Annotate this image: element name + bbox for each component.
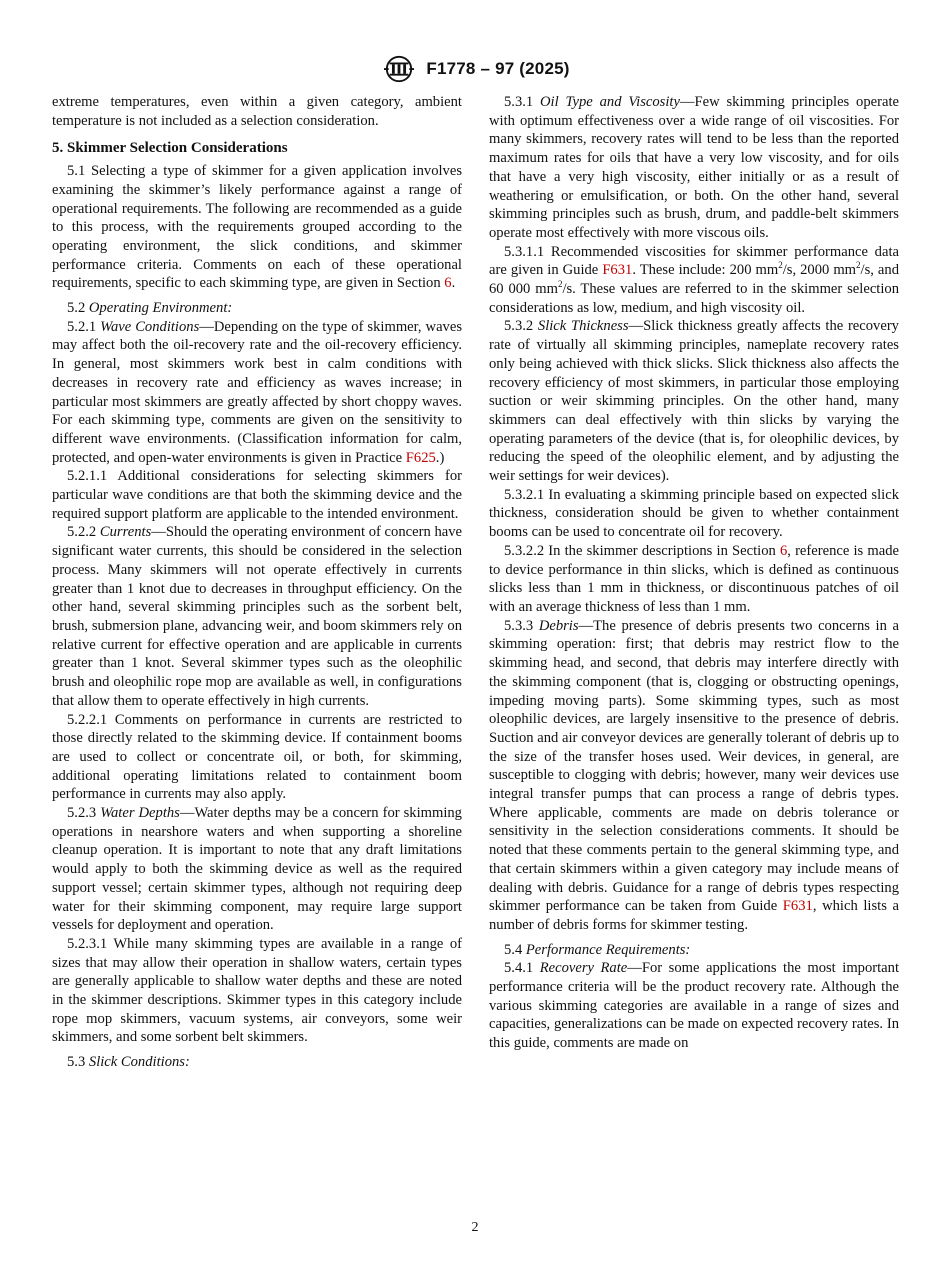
- paragraph-5-2-1: 5.2.1 Wave Conditions—Depending on the type of skimmer, waves may affect both the oil-recovery rate and the oil-recovery efficiency. In general, most skimmers work best in calm conditions with decreases in recovery rate and efficiency as waves increase; in particular most skimmers are greatly affected by short choppy waves. For each skimming type, comments are given on the sensitivity to different wave environments. (Classification information for calm, protected, and open-water environments is given in Practice F625.): [52, 318, 463, 466]
- paragraph-5-4: 5.4 Performance Requirements:: [504, 941, 691, 958]
- paragraph-5-3-2-2: 5.3.2.2 In the skimmer descriptions in Section 6, reference is made to device performance in thin slicks, which is defined as continuous slicks less than 1 mm in thickness, or discontinuous patches of oil with an average thickness of less than 1 mm.: [489, 542, 899, 615]
- section-5-heading: 5. Skimmer Selection Considerations: [52, 140, 288, 157]
- left-column: [52, 93, 462, 1072]
- right-column: [489, 93, 899, 1053]
- standard-designation: F1778 – 97 (2025): [426, 59, 570, 78]
- f625-link[interactable]: F625: [405, 449, 436, 466]
- paragraph-5-2-2: 5.2.2 Currents—Should the operating environment of concern have significant water currents, this should be considered in the selection process. Many skimmers will not operate effectively in currents greater than 1 knot due to decreases in throughput efficiency. On the other hand, several skimming principles such as the sorbent belt, brush, submersion plane, advancing weir, and boom skimmers rely on relative current for effective operation and are applicable in currents greater than 1 knot. Several skimmer types such as the oleophilic brush and oleophilic rope mop are available as well, in configurations that allow them to operate effectively in high currents.: [52, 524, 462, 709]
- paragraph-5-3-1-1: 5.3.1.1 Recommended viscosities for skimmer performance data are given in Guide F631. These include: 200 $mm^2/s$, 2000 $mm^2/s$, and 60 000 $mm^2/s$. These values are referred to in the skimmer selection considerations as low, medium, and high viscosity oil.: [489, 243, 899, 316]
- section-6-link[interactable]: 6: [444, 275, 452, 292]
- paragraph-5-1: 5.1 Selecting a type of skimmer for a given application involves examining the skimmer’s likely performance against a range of operational requirements. The following are recommended as a guide to this process, with the requirements grouped according to the operating environment, the slick conditions, and skimmer performance criteria. Comments on each of these operational requirements, specific to each skimming type, are given in Section 6.: [52, 163, 462, 292]
- paragraph-5-4-1: 5.4.1 Recovery Rate—For some applications the most important performance criteria will be the product recovery rate. Although the various skimming categories are available in a range of sizes and capacities, generalizations can be made on expected recovery rates. In this guide, comments are made on: [489, 960, 900, 1052]
- paragraph-5-2-2-1: 5.2.2.1 Comments on performance in currents are restricted to those directly related to the skimming device. If containment booms are used to collect or concentrate oil, or both, for skimming, additional operating limitations related to containment boom performance in currents may also apply.: [52, 711, 462, 803]
- paragraph-5-2-1-1: 5.2.1.1 Additional considerations for selecting skimmers for particular wave conditions are that both the skimming device and the required support platform are applicable to the intended environment.: [52, 468, 462, 522]
- page-header: [0, 54, 950, 89]
- paragraph-5-3-2: 5.3.2 Slick Thickness—Slick thickness greatly affects the recovery rate of virtually all skimming principles, nameplate recovery rates only being achieved with thick slicks. Slick thickness also affects the recovery efficiency of most skimmers, in particular those employing suction or weir skimming principles. On the other hand, many skimmers can deal effectively with thin slicks by varying the operating parameters of the device (that is, for oleophilic devices, by reducing the speed of the oleophilic element, and by adjusting the weir settings for weir devices).: [489, 318, 899, 485]
- paragraph-continuation: extreme temperatures, even within a given category, ambient temperature is not included as a selection consideration.: [52, 94, 462, 129]
- f631-link[interactable]: F631: [782, 898, 813, 915]
- f631-link[interactable]: F631: [602, 262, 633, 279]
- section-6-link[interactable]: 6: [779, 542, 788, 559]
- paragraph-5-2-3-1: 5.2.3.1 While many skimming types are available in a range of sizes that may allow their operation in shallow waters, certain types are generally applicable to shallow water depths and these are noted in the skimmer descriptions. Skimmer types in this category include rope mop skimmers, vacuum systems, air conveyors, some weir skimmers, and some sorbent belt skimmers.: [52, 935, 462, 1046]
- paragraph-5-3-2-1: 5.3.2.1 In evaluating a skimming principle based on expected slick thickness, consideration should be given to whether containment booms can be used to concentrate oil for recovery.: [489, 486, 899, 541]
- paragraph-5-3-3: 5.3.3 Debris—The presence of debris presents two concerns in a skimming operation: first; that debris may restrict flow to the skimming head, and second, that debris may interfere directly with the skimming component (that is, clogging or obstructing openings, impeding moving parts). Some skimming types, such as most oleophilic devices, are largely insensitive to the presence of debris. Suction and air conveyor devices are generally tolerant of debris up to the size of the transfer hoses used. Weir devices, in general, are susceptible to clogging with debris; however, many weir devices use integral transfer pumps that can process a range of debris types. Where applicable, comments are made on debris tolerance or sensitivity in the selection considerations comments. It should be noted that these comments pertain to the general skimming type, and that certain skimmers within a given category may include means of dealing with debris. Guidance for a range of debris types respecting skimmer performance can be taken from Guide F631, which lists a number of debris forms for skimmer testing.: [489, 617, 899, 933]
- paragraph-5-2: 5.2 Operating Environment:: [67, 300, 233, 317]
- paragraph-5-3-1: 5.3.1 Oil Type and Viscosity—Few skimming principles operate with optimum effectiveness over a wide range of oil viscosities. For many skimmers, recovery rates will tend to be less than the reported maximum rates for oils that have a very low viscosity, and for oils that have a very high viscosity, either initially or as a result of weathering or emulsification, or both. On the other hand, several skimming principles such as brush, drum, and paddle-belt skimmers operate most effectively with more viscous oils.: [489, 94, 899, 241]
- astm-logo-icon: [380, 54, 418, 84]
- page-number: 2: [471, 1220, 479, 1235]
- paragraph-5-2-3: 5.2.3 Water Depths—Water depths may be a concern for skimming operations in nearshore waters and when supporting a shoreline cleanup operation. It is important to note that any draft limitations would apply to both the skimming device as well as the required support vessel; certain skimmer types, although not requiring deep water for their skimming component, may require large support vessels for deployment and operation.: [52, 805, 462, 934]
- paragraph-5-3: 5.3 Slick Conditions:: [67, 1054, 190, 1071]
